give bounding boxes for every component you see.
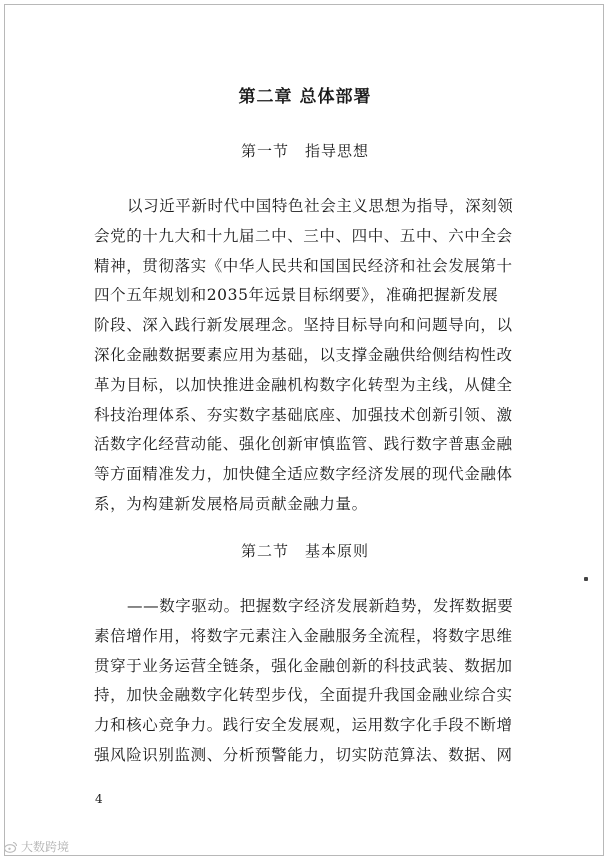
section-2-heading (0, 540, 610, 561)
section-2-paragraph (94, 592, 524, 771)
paragraph-line: 阶段、深入践行新发展理念。坚持目标导向和问题导向，以 (94, 316, 513, 335)
paragraph-line: 科技治理体系、夯实数字基础底座、加强技术创新引领、激 (94, 405, 513, 424)
paragraph-line: 持，加快金融数字化转型步伐，全面提升我国金融业综合实 (94, 686, 513, 705)
watermark-text: 大数跨境 (21, 840, 70, 854)
section-1-heading (0, 140, 610, 161)
paragraph-line: 贯穿于业务运营全链条，强化金融创新的科技武装、数据加 (94, 656, 513, 675)
section-2-title: 基本原则 (305, 542, 370, 560)
watermark (4, 838, 69, 855)
paragraph-line: 强风险识别监测、分析预警能力，切实防范算法、数据、网 (94, 745, 513, 764)
section-1-paragraph (94, 192, 524, 520)
paragraph-line: 以习近平新时代中国特色社会主义思想为指导，深刻领 (127, 197, 514, 215)
section-1-number: 第一节 (240, 142, 289, 160)
paragraph-line: 会党的十九大和十九届二中、三中、四中、五中、六中全会 (94, 226, 513, 245)
page-number: 4 (95, 792, 103, 806)
paragraph-line: 革为目标，以加快推进金融机构数字化转型为主线，从健全 (94, 375, 513, 394)
paragraph-line: 活数字化经营动能、强化创新审慎监管、践行数字普惠金融 (94, 435, 513, 454)
paragraph-line: 四个五年规划和2035年远景目标纲要》，准确把握新发展 (94, 286, 499, 305)
weibo-logo-icon (4, 841, 18, 853)
section-2-number: 第二节 (240, 542, 289, 560)
paragraph-line: 力和核心竞争力。践行安全发展观，运用数字化手段不断增 (94, 716, 513, 735)
section-1-title: 指导思想 (305, 142, 370, 160)
chapter-title: 第二章 总体部署 (238, 87, 372, 107)
paragraph-line: 素倍增作用，将数字元素注入金融服务全流程，将数字思维 (94, 626, 513, 645)
scan-speck (584, 577, 588, 581)
paragraph-line: ——数字驱动。把握数字经济发展新趋势，发挥数据要 (127, 597, 514, 615)
paragraph-line: 系，为构建新发展格局贡献金融力量。 (94, 494, 368, 513)
paragraph-line: 等方面精准发力，加快健全适应数字经济发展的现代金融体 (94, 465, 513, 484)
paragraph-line: 深化金融数据要素应用为基础，以支撑金融供给侧结构性改 (94, 345, 513, 364)
paragraph-line: 精神，贯彻落实《中华人民共和国国民经济和社会发展第十 (94, 256, 513, 275)
